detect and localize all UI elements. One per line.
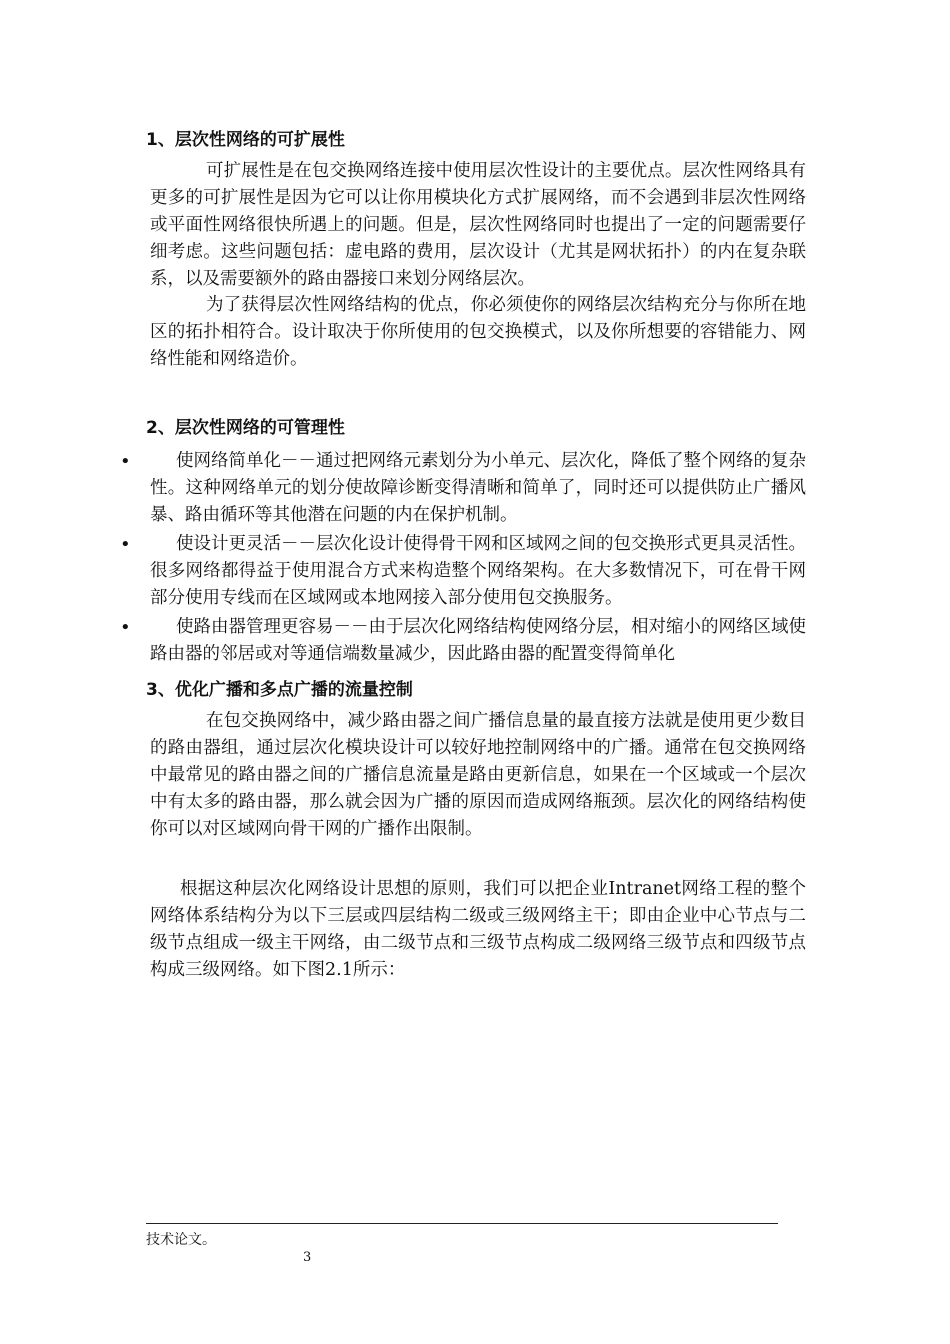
section-heading-3: 3、优化广播和多点广播的流量控制 [146,680,413,700]
bullet-text-3: 使路由器管理更容易－－由于层次化网络结构使网络分层，相对缩小的网络区域使路由器的邻居或对等通信端数量减少，因此路由器的配置变得简单化 [150,617,806,664]
bullet-icon: • [120,617,131,638]
bullet-item-2 [120,531,806,612]
closing-paragraph: 根据这种层次化网络设计思想的原则，我们可以把企业Intranet网络工程的整个网络体系结构分为以下三层或四层结构二级或三级网络主干；即由企业中心节点与二级节点组成一级主干网络，由二级节点和三级节点构成二级网络三级节点和四级节点构成三级网络。如下图2.1所示： [150,879,806,980]
section-3-paragraph-1: 在包交换网络中，减少路由器之间广播信息量的最直接方法就是使用更少数目的路由器组，通过层次化模块设计可以较好地控制网络中的广播。通常在包交换网络中最常见的路由器之间的广播信息流量是路由更新信息，如果在一个区域或一个层次中有太多的路由器，那么就会因为广播的原因而造成网络瓶颈。层次化的网络结构使你可以对区域网向骨干网的广播作出限制。 [150,711,806,839]
bullet-item-3 [120,614,806,668]
bullet-text-1: 使网络简单化－－通过把网络元素划分为小单元、层次化，降低了整个网络的复杂性。这种网络单元的划分使故障诊断变得清晰和简单了，同时还可以提供防止广播风暴、路由循环等其他潜在问题的内在保护机制。 [150,451,806,525]
bullet-item-1 [120,448,806,529]
section-1-paragraph-1: 可扩展性是在包交换网络连接中使用层次性设计的主要优点。层次性网络具有更多的可扩展性是因为它可以让你用模块化方式扩展网络，而不会遇到非层次性网络或平面性网络很快所遇上的问题。但是，层次性网络同时也提出了一定的问题需要仔细考虑。这些问题包括：虚电路的费用，层次设计（尤其是网状拓扑）的内在复杂联系，以及需要额外的路由器接口来划分网络层次。 [150,161,806,289]
page-number: 3 [303,1250,312,1265]
footer-text: 技术论文。 [146,1232,216,1248]
section-heading-1: 1、层次性网络的可扩展性 [146,130,345,150]
bullet-text-2: 使设计更灵活－－层次化设计使得骨干网和区域网之间的包交换形式更具灵活性。很多网络都得益于使用混合方式来构造整个网络架构。在大多数情况下，可在骨干网部分使用专线而在区域网或本地网接入部分使用包交换服务。 [150,534,806,608]
section-heading-2: 2、层次性网络的可管理性 [146,418,345,438]
section-1-paragraph-2: 为了获得层次性网络结构的优点，你必须使你的网络层次结构充分与你所在地区的拓扑相符合。设计取决于你所使用的包交换模式，以及你所想要的容错能力、网络性能和网络造价。 [150,295,806,369]
bullet-icon: • [120,451,131,472]
footer-divider [146,1223,778,1224]
bullet-icon: • [120,534,131,555]
